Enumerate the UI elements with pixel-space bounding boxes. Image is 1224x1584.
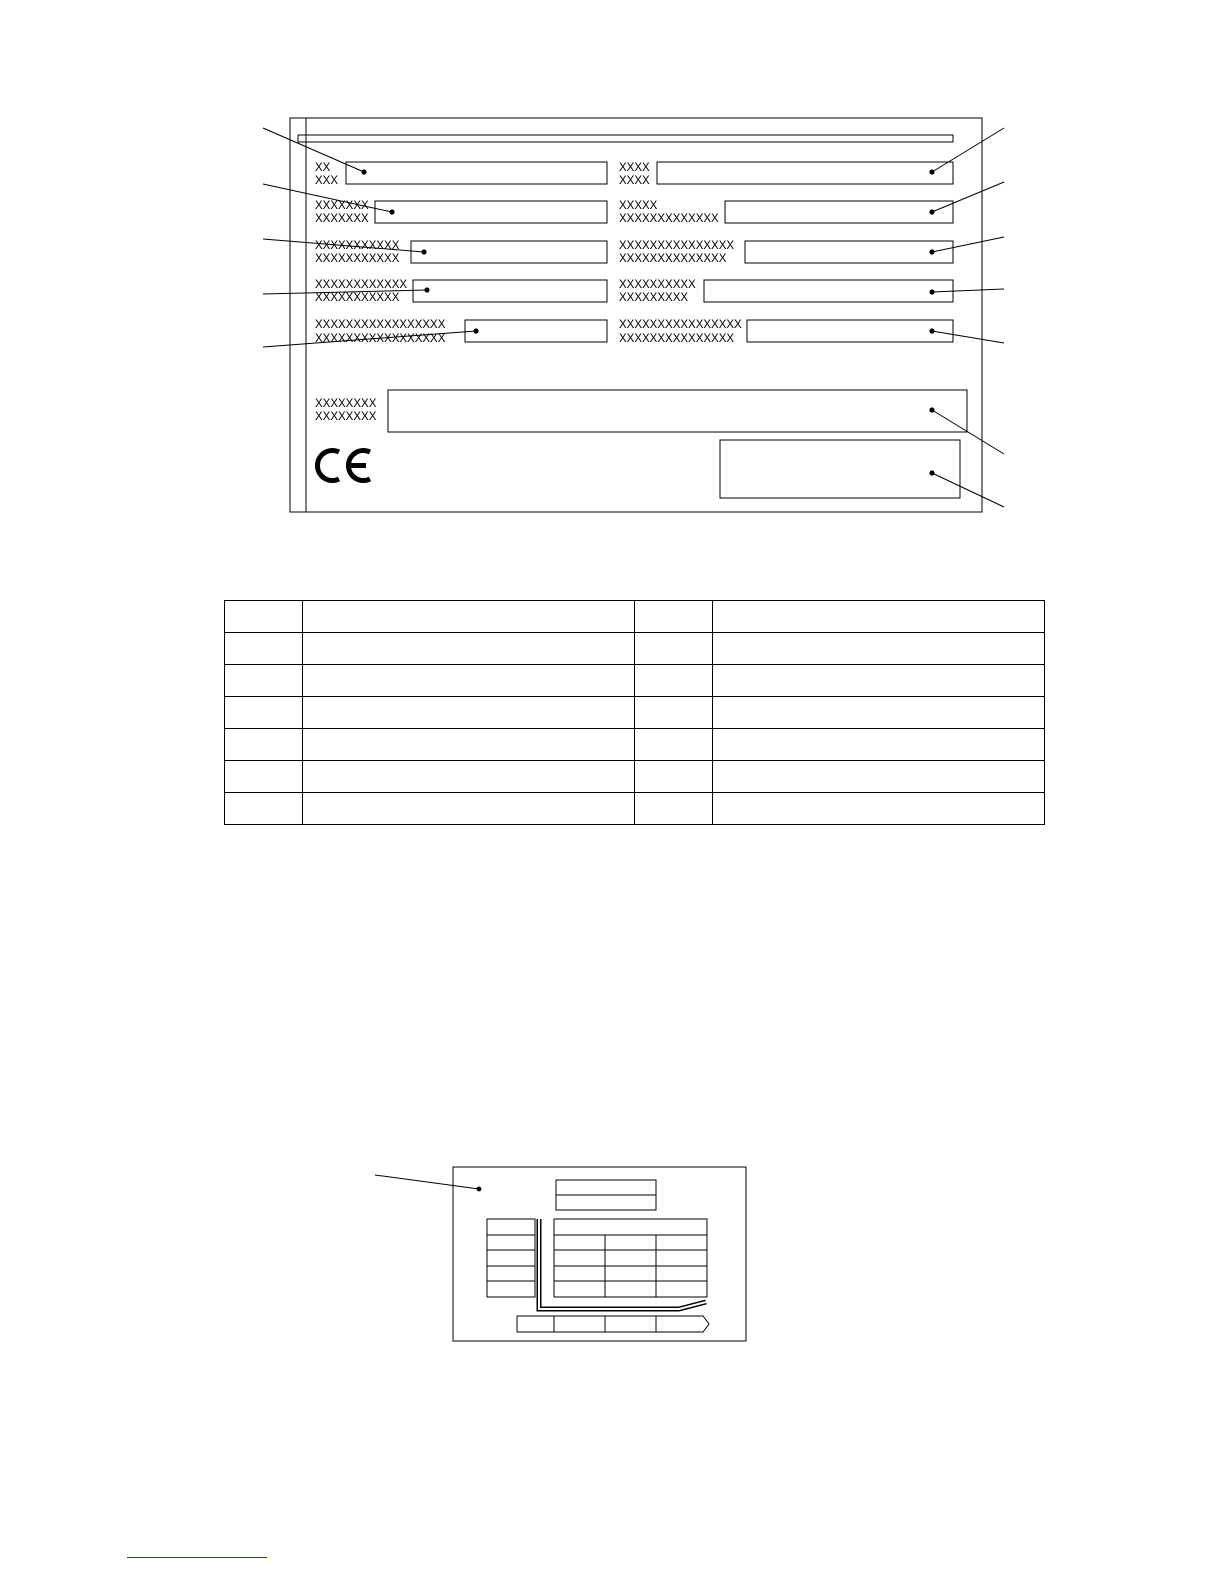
small-bottom-row <box>517 1316 709 1332</box>
small-grid <box>554 1219 707 1297</box>
right-label-5a: XXXXXXXXXXXXXXXX <box>619 319 742 331</box>
table-cell <box>303 761 635 793</box>
ce-mark-icon <box>317 451 370 481</box>
table-cell <box>303 633 635 665</box>
right-label-3a: XXXXXXXXXXXXXXX <box>619 240 735 252</box>
field-box-left-3 <box>411 241 607 263</box>
right-label-2a: XXXXX <box>619 200 658 212</box>
field-box-right-3 <box>745 241 953 263</box>
right-label-2b: XXXXXXXXXXXXX <box>619 213 719 225</box>
table-cell <box>225 729 303 761</box>
legend-table <box>224 600 1045 825</box>
table-cell <box>303 601 635 633</box>
table-row <box>225 697 1045 729</box>
left-label-3a: XXXXXXXXXXX <box>315 240 400 252</box>
table-cell <box>225 601 303 633</box>
table-cell <box>225 697 303 729</box>
table-cell <box>303 793 635 825</box>
table-cell <box>225 793 303 825</box>
table-cell <box>635 729 713 761</box>
table-cell <box>635 697 713 729</box>
field-box-right-5 <box>747 320 953 342</box>
right-label-3b: XXXXXXXXXXXXXX <box>619 253 727 265</box>
field-box-right-4 <box>704 280 953 302</box>
small-leader-dot <box>477 1187 482 1192</box>
field-box-left-1 <box>346 162 607 184</box>
field-box-left-2 <box>375 201 607 223</box>
field-box-left-4 <box>413 280 607 302</box>
table-cell <box>225 665 303 697</box>
left-label-4a: XXXXXXXXXXXX <box>315 279 408 291</box>
table-cell <box>713 761 1045 793</box>
field-box-right-2 <box>725 201 953 223</box>
table-cell <box>303 665 635 697</box>
leader-right-7 <box>932 473 1004 507</box>
small-leader <box>375 1175 479 1189</box>
small-plate-diagram <box>375 1167 746 1341</box>
left-label-5b: XXXXXXXXXXXXXXXXX <box>315 333 446 345</box>
leader-right-5 <box>932 331 1004 343</box>
wide-field-label-a: XXXXXXXX <box>315 398 377 410</box>
table-cell <box>713 729 1045 761</box>
field-box-left-5 <box>465 320 607 342</box>
table-cell <box>713 633 1045 665</box>
right-label-4a: XXXXXXXXXX <box>619 279 696 291</box>
small-plate-outline <box>453 1167 746 1341</box>
field-box-stamp <box>720 440 960 498</box>
left-label-1b: XXX <box>315 175 339 187</box>
table-cell <box>225 633 303 665</box>
table-cell <box>303 697 635 729</box>
footer-rule <box>127 1557 267 1558</box>
table-cell <box>635 665 713 697</box>
left-label-3b: XXXXXXXXXXX <box>315 253 400 265</box>
table-cell <box>713 793 1045 825</box>
leader-right-3 <box>932 237 1004 252</box>
table-cell <box>635 793 713 825</box>
plate-top-bar <box>298 135 953 142</box>
field-box-wide <box>388 390 967 432</box>
leader-right-4 <box>932 289 1004 292</box>
table-row <box>225 633 1045 665</box>
left-label-2b: XXXXXXX <box>315 213 369 225</box>
table-cell <box>635 761 713 793</box>
wide-field-label-b: XXXXXXXX <box>315 411 377 423</box>
right-label-4b: XXXXXXXXX <box>619 292 689 304</box>
table-cell <box>635 633 713 665</box>
right-label-1b: XXXX <box>619 175 650 187</box>
left-label-2a: XXXXXXX <box>315 200 369 212</box>
table-cell <box>635 601 713 633</box>
table-cell <box>303 729 635 761</box>
table-row <box>225 729 1045 761</box>
table-cell <box>713 665 1045 697</box>
left-label-1a: XX <box>315 162 331 174</box>
left-label-4b: XXXXXXXXXXX <box>315 292 400 304</box>
table-row <box>225 761 1045 793</box>
small-left-column <box>487 1219 535 1297</box>
field-box-right-1 <box>657 162 953 184</box>
table-cell <box>225 761 303 793</box>
leader-right-2 <box>932 182 1004 212</box>
table-row <box>225 665 1045 697</box>
table-row <box>225 793 1045 825</box>
fork-outline <box>539 1219 706 1309</box>
left-label-5a: XXXXXXXXXXXXXXXXX <box>315 319 446 331</box>
table-row <box>225 601 1045 633</box>
table-cell <box>713 697 1045 729</box>
right-label-1a: XXXX <box>619 162 650 174</box>
table-cell <box>713 601 1045 633</box>
right-label-5b: XXXXXXXXXXXXXXX <box>619 333 735 345</box>
